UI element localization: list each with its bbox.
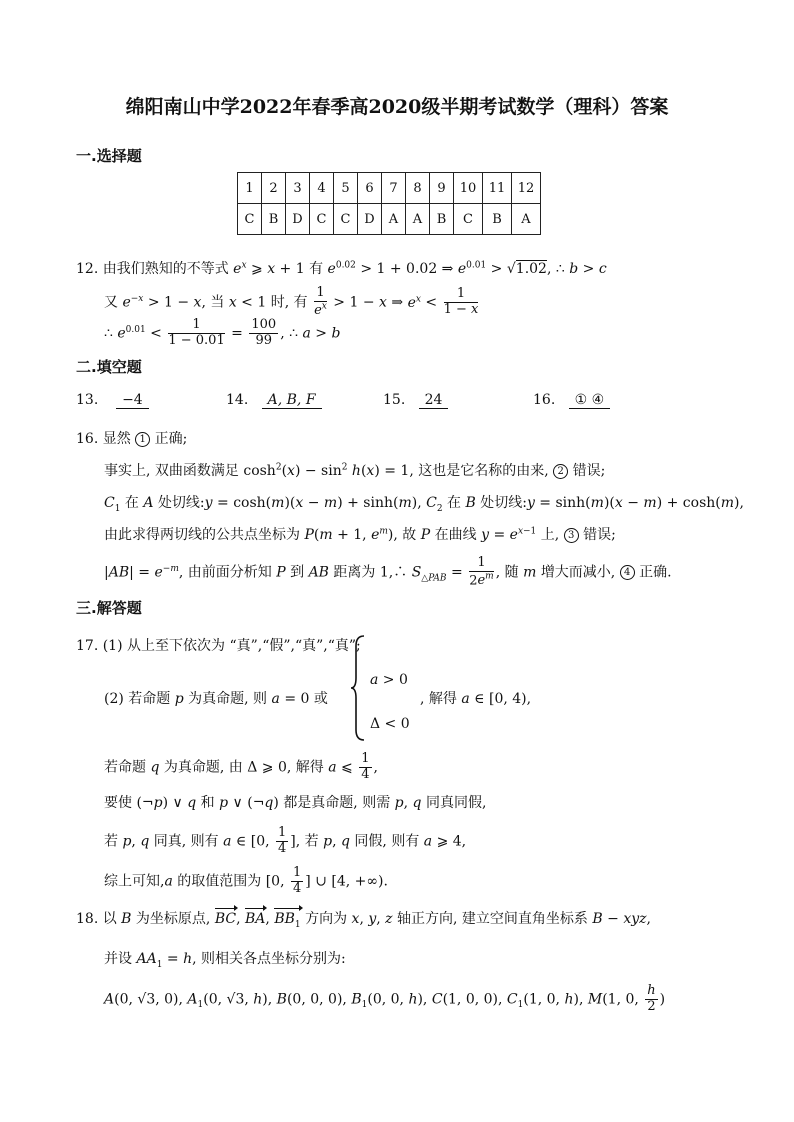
answer-cell: B bbox=[262, 204, 286, 235]
q17-line-3: 若命题 q 为真命题, 由 Δ ⩾ 0, 解得 a ⩽ $\frac{1}{4}$ , bbox=[104, 751, 378, 782]
q17-line-5: 若 p, q 同真, 则有 a ∈ [0, $\frac{1}{4}$ ], 若 p, q 同假, 则有 a ⩾ 4, bbox=[104, 825, 467, 856]
q17-line-2: (2) 若命题 p 为真命题, 则 a = 0 或 bbox=[104, 691, 328, 707]
case-brace bbox=[350, 634, 366, 742]
section-heading-choice: 一.选择题 bbox=[76, 147, 142, 165]
question-number-cell: 12 bbox=[512, 173, 541, 204]
fill-answer-15: 15. 24 bbox=[383, 392, 448, 409]
question-number-cell: 4 bbox=[310, 173, 334, 204]
q18-line-2: 并设 $AA_1 = h$, 则相关各点坐标分别为: bbox=[104, 951, 346, 970]
section-heading-fill: 二.填空题 bbox=[76, 358, 142, 376]
answer-cell: C bbox=[238, 204, 262, 235]
answer-cell: B bbox=[430, 204, 454, 235]
answer-table-answers-row bbox=[238, 204, 541, 235]
question-number-cell: 9 bbox=[430, 173, 454, 204]
answer-cell: A bbox=[406, 204, 430, 235]
question-number-cell: 1 bbox=[238, 173, 262, 204]
fill-answer-13: 13. −4 bbox=[76, 392, 149, 409]
question-number-cell: 6 bbox=[358, 173, 382, 204]
page-title: 绵阳南山中学2022年春季高2020级半期考试数学（理科）答案 bbox=[125, 96, 669, 118]
q17-case-1: a > 0 bbox=[370, 672, 408, 688]
question-number-cell: 2 bbox=[262, 173, 286, 204]
answer-table-numbers-row bbox=[238, 173, 541, 204]
answer-cell: A bbox=[512, 204, 541, 235]
answer-cell: A bbox=[382, 204, 406, 235]
q16-line-1: 16. 显然 1 正确; bbox=[76, 431, 188, 447]
question-number-cell: 5 bbox=[334, 173, 358, 204]
answer-cell: C bbox=[310, 204, 334, 235]
q12-line-1: 12. 由我们熟知的不等式 $e^x$ ⩾ x + 1 有 $e^{0.02} > 1 + 0.02$ ⇒ $e^{0.01} > √1.02$, ∴ b > c bbox=[76, 260, 607, 277]
q17-line-6: 综上可知,a 的取值范围为 [0, $\frac{1}{4}$ ] ∪ [4, +∞). bbox=[104, 865, 388, 896]
q12-line-3: ∴ $e^{0.01}$ < $\frac{1}{1 - 0.01}$ = $\frac{100}{99}$ , ∴ a > b bbox=[104, 317, 341, 348]
q16-line-4: 由此求得两切线的公共点坐标为 P(m + 1, $e^m$), 故 P 在曲线 $y = e^{x-1}$ 上, 3 错误; bbox=[104, 526, 616, 543]
q18-line-1: 18. 以 B 为坐标原点, BC, BA, $BB_1$ 方向为 x, y, z 轴正方向, 建立空间直角坐标系 B − xyz, bbox=[76, 911, 651, 930]
fill-answer-16: 16. ① ④ bbox=[533, 392, 610, 409]
question-number-cell: 10 bbox=[454, 173, 483, 204]
q17-line-2-result: , 解得 a ∈ [0, 4), bbox=[420, 691, 532, 707]
answer-cell: C bbox=[334, 204, 358, 235]
q16-line-2: 事实上, 双曲函数满足 $\cosh^2(x) - \sin^2 h(x) = 1$, 这也是它名称的由来, 2 错误; bbox=[104, 462, 606, 479]
answer-table bbox=[237, 172, 541, 235]
question-number-cell: 11 bbox=[483, 173, 512, 204]
question-number-cell: 8 bbox=[406, 173, 430, 204]
answer-cell: D bbox=[358, 204, 382, 235]
q16-line-3: $C_1$ 在 A 处切线:y = cosh(m)(x − m) + sinh(m), $C_2$ 在 B 处切线:y = sinh(m)(x − m) + cosh(m), bbox=[104, 495, 744, 514]
q12-line-2: 又 $e^{-x} > 1 - x$, 当 x < 1 时, 有 $\frac{1}{e^x}$ > 1 − x ⇒ $e^x$ < $\frac{1}{1 - x}$ bbox=[104, 285, 479, 319]
question-number-cell: 3 bbox=[286, 173, 310, 204]
q18-line-3: A(0, √3, 0), $A_1(0$, √3, h), B(0, 0, 0), $B_1(0$, 0, h), C(1, 0, 0), $C_1(1$, 0, h), M(1, 0, $\frac{h}{2}$ ) bbox=[104, 983, 666, 1014]
q17-line-1: 17. (1) 从上至下依次为 “真”,“假”,“真”,“真”; bbox=[76, 638, 361, 654]
q17-line-4: 要使 (¬p) ∨ q 和 p ∨ (¬q) 都是真命题, 则需 p, q 同真同假, bbox=[104, 795, 487, 811]
q17-case-2: Δ < 0 bbox=[370, 716, 410, 732]
answer-cell: D bbox=[286, 204, 310, 235]
answer-cell: C bbox=[454, 204, 483, 235]
answer-cell: B bbox=[483, 204, 512, 235]
q16-line-5: $|AB| = e^{-m}$, 由前面分析知 P 到 AB 距离为 1,∴ $S_{\triangle PAB}$ = $\frac{1}{2e^m}$ , 随 m 增大而减小, 4 正确. bbox=[104, 555, 672, 589]
section-heading-solutions: 三.解答题 bbox=[76, 599, 142, 617]
fill-answer-14: 14. A, B, F bbox=[226, 392, 322, 409]
question-number-cell: 7 bbox=[382, 173, 406, 204]
